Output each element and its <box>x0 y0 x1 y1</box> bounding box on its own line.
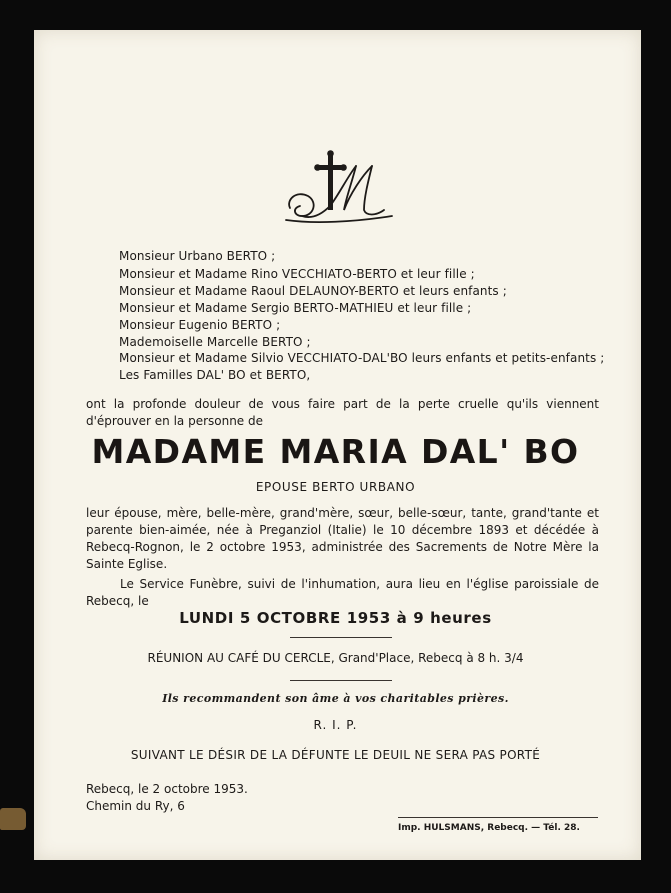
service-date: LUNDI 5 OCTOBRE 1953 à 9 heures <box>179 609 492 627</box>
intro-line-1: ont la profonde douleur de vous faire part de la perte cruelle qu'ils viennent <box>86 397 599 411</box>
service-line-1: Le Service Funèbre, suivi de l'inhumation, aura lieu en l'église paroissiale de <box>120 577 599 591</box>
family-line-1: Monsieur Urbano BERTO ; <box>119 249 276 263</box>
family-line-4: Monsieur et Madame Sergio BERTO-MATHIEU et leur fille ; <box>119 301 472 315</box>
wish-line: SUIVANT LE DÉSIR DE LA DÉFUNTE LE DEUIL NE SERA PAS PORTÉ <box>130 748 541 762</box>
biography-line-2: parente bien-aimée, née à Preganziol (Italie) le 10 décembre 1893 et décédée à <box>86 523 599 537</box>
address: Chemin du Ry, 6 <box>86 799 185 813</box>
rip-line: R. I. P. <box>313 718 358 732</box>
monogram-m-icon <box>286 166 392 222</box>
divider-1 <box>290 637 392 638</box>
family-line-6: Mademoiselle Marcelle BERTO ; <box>119 335 311 349</box>
biography-line-4: Sainte Eglise. <box>86 557 168 571</box>
family-line-8: Les Familles DAL' BO et BERTO, <box>119 368 311 382</box>
divider-2 <box>290 680 392 681</box>
biography-line-3: Rebecq-Rognon, le 2 octobre 1953, administrée des Sacrements de Notre Mère la <box>86 540 599 554</box>
service-line-2: Rebecq, le <box>86 594 149 608</box>
family-line-2: Monsieur et Madame Rino VECCHIATO-BERTO et leur fille ; <box>119 267 475 281</box>
printer-rule <box>398 817 598 818</box>
printer-credit: Imp. HULSMANS, Rebecq. — Tél. 28. <box>398 823 580 833</box>
biography-line-1: leur épouse, mère, belle-mère, grand'mère, sœur, belle-sœur, tante, grand'tante et <box>86 506 599 520</box>
family-line-3: Monsieur et Madame Raoul DELAUNOY-BERTO et leurs enfants ; <box>119 284 507 298</box>
cross-monogram-icon <box>284 150 398 228</box>
intro-line-2: d'éprouver en la personne de <box>86 414 264 428</box>
family-line-7: Monsieur et Madame Silvio VECCHIATO-DAL'BO leurs enfants et petits-enfants ; <box>119 351 605 365</box>
reunion-line: RÉUNION AU CAFÉ DU CERCLE, Grand'Place, Rebecq à 8 h. 3/4 <box>147 651 524 665</box>
deceased-name: MADAME MARIA DAL' BO <box>91 432 580 471</box>
place-date: Rebecq, le 2 octobre 1953. <box>86 782 248 796</box>
family-line-5: Monsieur Eugenio BERTO ; <box>119 318 281 332</box>
cross-icon <box>314 150 347 210</box>
prayer-line: Ils recommandent son âme à vos charitables prières. <box>162 692 509 705</box>
spouse-line: EPOUSE BERTO URBANO <box>255 480 416 494</box>
paper-stain <box>0 808 26 830</box>
